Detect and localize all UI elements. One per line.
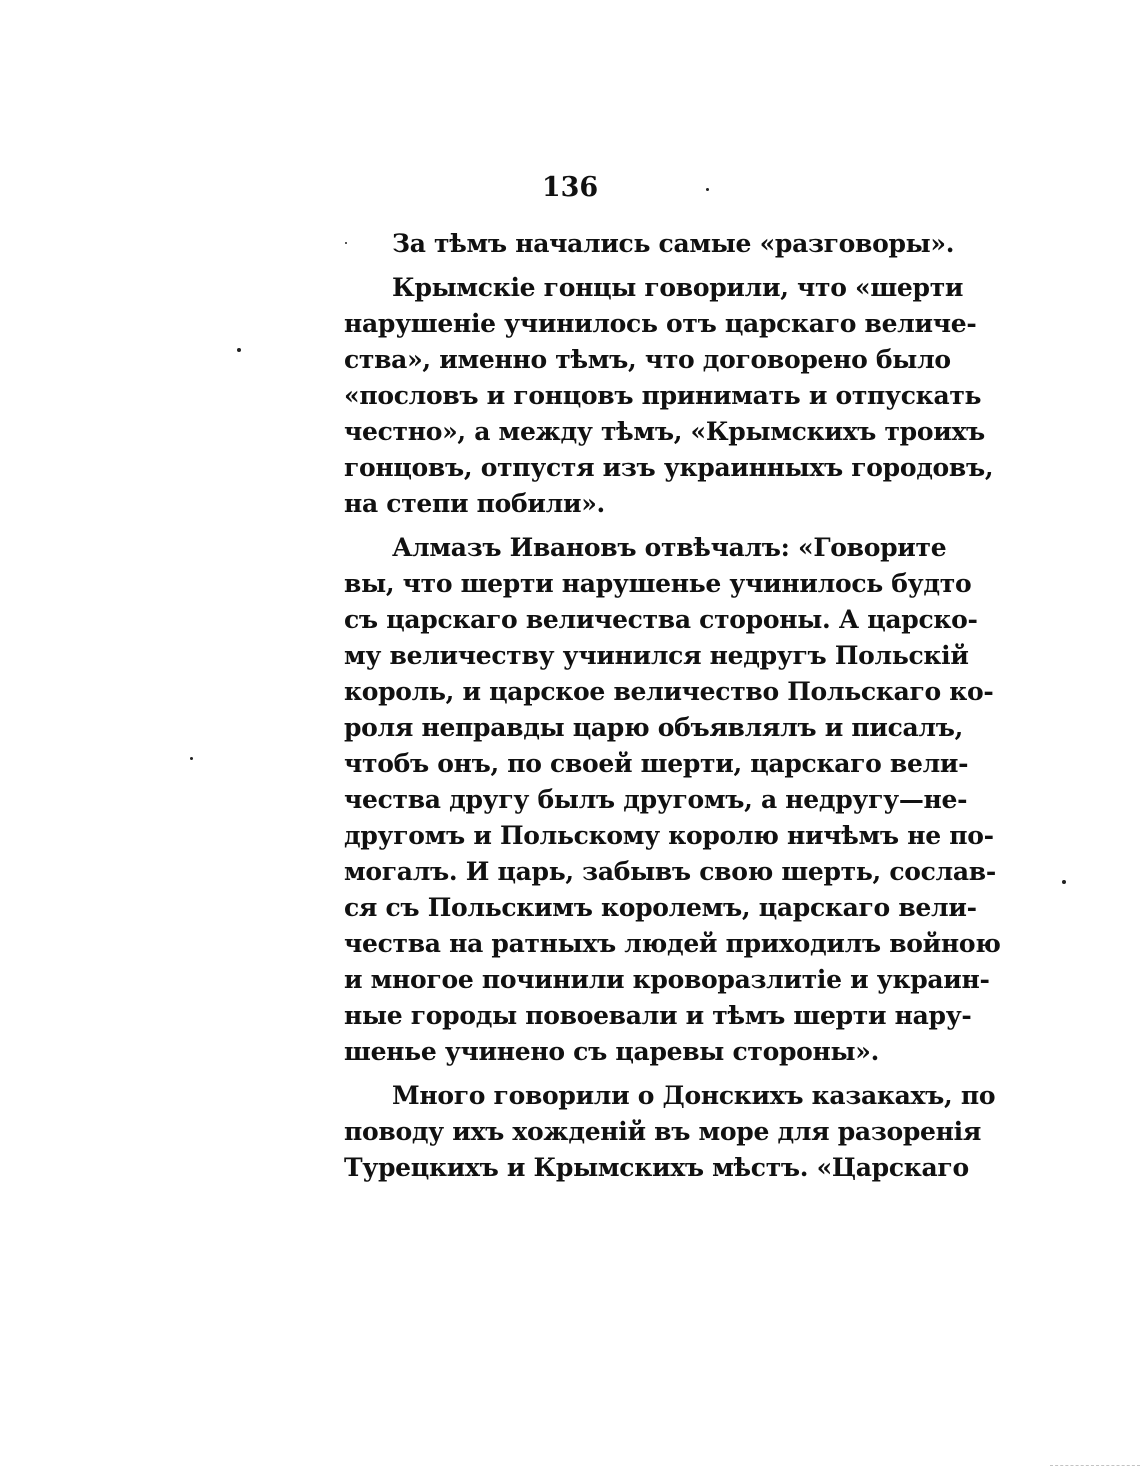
text-line: могалъ. И царь, забывъ свою шерть, сослав- [344, 857, 996, 886]
text-line: съ царскаго величества стороны. А царско- [344, 605, 978, 634]
text-line: король, и царское величество Польскаго ко- [344, 677, 994, 706]
text-line: му величеству учинился недругъ Польскій [344, 641, 969, 670]
page-number: 136 [541, 172, 599, 203]
text-line: «пословъ и гонцовъ принимать и отпускать [344, 381, 982, 410]
paragraph-1 [344, 226, 955, 262]
text-line: вы, что шерти нарушенье учинилось будто [344, 569, 972, 598]
text-line: поводу ихъ хожденій въ море для разоренія [344, 1117, 982, 1146]
text-line: на степи побили». [344, 489, 605, 518]
body-text [344, 226, 1001, 1186]
text-line: ся съ Польскимъ королемъ, царскаго вели- [344, 893, 977, 922]
text-line: Крымскіе гонцы говорили, что «шерти [392, 273, 964, 302]
text-line: ные городы повоевали и тѣмъ шерти нару- [344, 1001, 972, 1030]
paragraph-4 [344, 1078, 996, 1186]
text-line: Много говорили о Донскихъ казакахъ, по [392, 1081, 996, 1110]
text-line: чества другу былъ другомъ, а недругу—не- [344, 785, 968, 814]
text-line: роля неправды царю объявлялъ и писалъ, [344, 713, 964, 742]
scan-edge-artifact [1050, 1465, 1140, 1474]
text-line: честно», а между тѣмъ, «Крымскихъ троихъ [344, 417, 985, 446]
text-line: нарушеніе учинилось отъ царскаго величе- [344, 309, 977, 338]
text-line: За тѣмъ начались самые «разговоры». [392, 229, 955, 258]
text-line: гонцовъ, отпустя изъ украинныхъ городовъ, [344, 453, 994, 482]
text-line: шенье учинено съ царевы стороны». [344, 1037, 879, 1066]
text-line: Алмазъ Ивановъ отвѣчалъ: «Говорите [392, 533, 947, 562]
scan-speck [237, 348, 241, 352]
text-line: другомъ и Польскому королю ничѣмъ не по- [344, 821, 994, 850]
text-line: ства», именно тѣмъ, что договорено было [344, 345, 951, 374]
scan-speck [345, 242, 347, 244]
text-line: чтобъ онъ, по своей шерти, царскаго вели- [344, 749, 969, 778]
text-line: чества на ратныхъ людей приходилъ войною [344, 929, 1001, 958]
scan-speck [706, 188, 709, 191]
scan-speck [190, 757, 193, 760]
scan-speck [1062, 880, 1066, 884]
paragraph-3 [344, 530, 1001, 1070]
text-line: Турецкихъ и Крымскихъ мѣстъ. «Царскаго [344, 1153, 969, 1182]
paragraph-2 [344, 270, 994, 522]
text-line: и многое починили кровоpазлитіе и украин- [344, 965, 990, 994]
